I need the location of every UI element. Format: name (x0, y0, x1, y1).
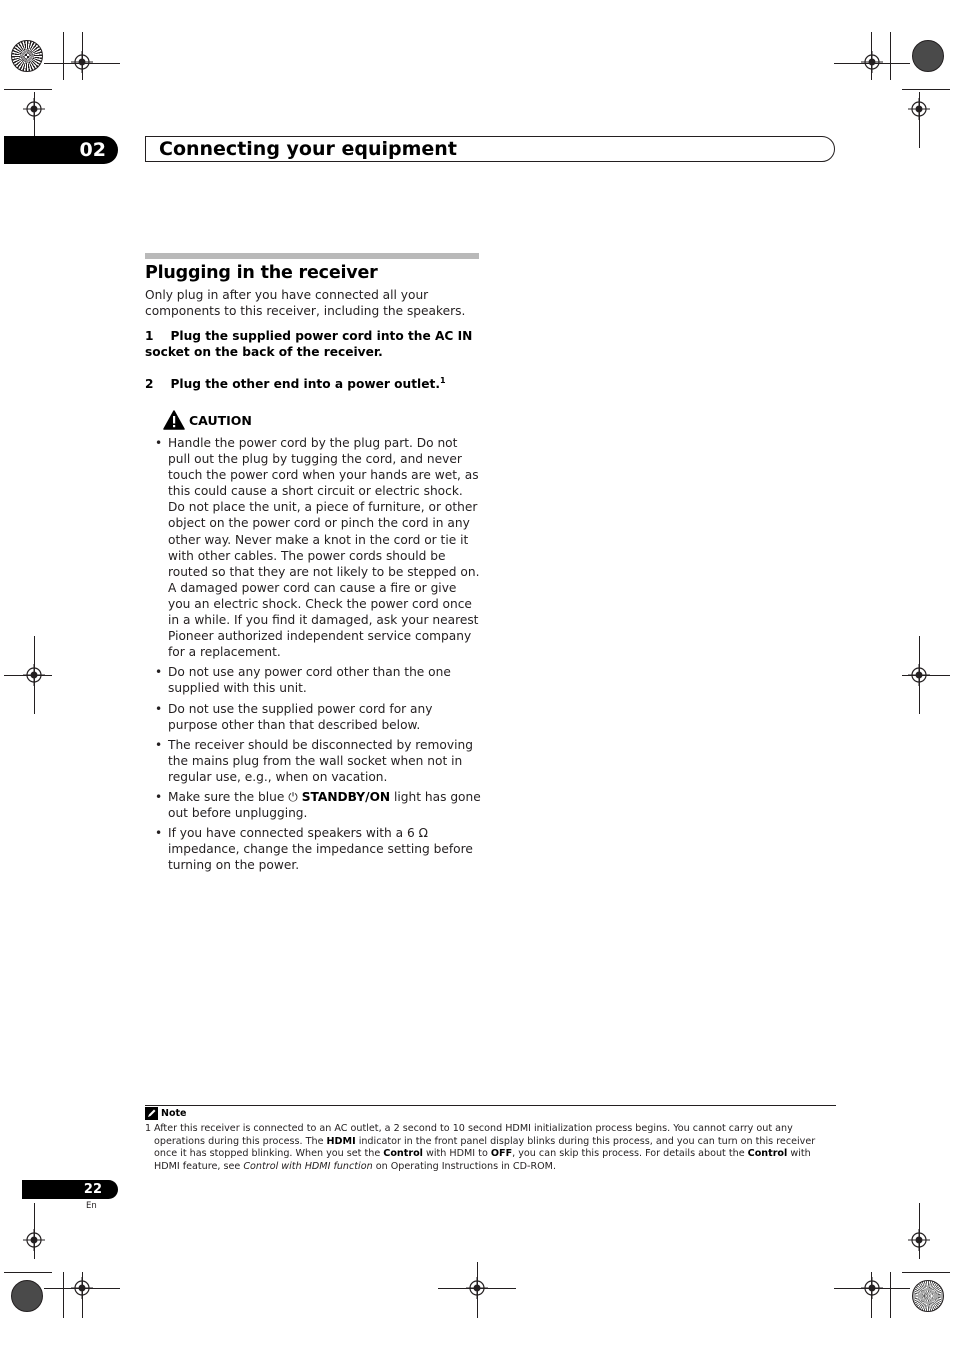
bullet-text: Handle the power cord by the plug part. Do not pull out the plug by tugging the cord, and never touch the power cord when your hands are wet, as this could cause a short circuit or electric shock. Do not place the unit, a piece of furniture, or other object on the power cord or pinch the cord in any other way. Never make a knot in the cord or tie it with other cables. The power cords should be routed so that they are not likely to be stepped on. A damaged power cord can cause a fire or give you an electric shock. Check the power cord once in a while. If you find it damaged, ask your nearest Pioneer authorized independent service company for a replacement. (168, 436, 480, 660)
list-item: • The receiver should be disconnected by removing the mains plug from the wall socket when not in regular use, e.g., when on vacation. (155, 737, 473, 784)
crop-line (34, 92, 35, 136)
note-label: Note (161, 1108, 187, 1119)
crop-line (919, 1203, 920, 1259)
bullet-text: light has gone out before unplugging. (168, 789, 481, 821)
list-item: • If you have connected speakers with a 6 Ω impedance, change the impedance setting before turning on the power. (155, 826, 473, 873)
step-number: 1 (145, 329, 154, 343)
chapter-number-tab: 02 (4, 136, 118, 164)
crop-line (4, 89, 52, 90)
footnote-text: with HDMI to (422, 1148, 491, 1160)
footnote-text: After this receiver is connected to an AC outlet, a 2 second to 10 second HDMI initialization process begins. You cannot carry out any operations during this process. The (154, 1123, 793, 1147)
crop-line (890, 32, 891, 80)
note-pencil-icon (145, 1107, 158, 1120)
caution-label: CAUTION (189, 412, 252, 428)
footnote-bold: Control (383, 1148, 423, 1160)
crop-line (902, 1272, 950, 1273)
crop-line (902, 675, 950, 676)
step-number: 2 (145, 377, 154, 392)
bullet-text: Make sure the blue (168, 789, 289, 804)
section-rule (145, 253, 479, 259)
crop-line (890, 1272, 891, 1318)
bullet-text: If you have connected speakers with a 6 Ω impedance, change the impedance setting before turning on the power. (168, 826, 473, 873)
crop-line (902, 89, 950, 90)
crop-line (4, 675, 52, 676)
crop-line (63, 1272, 64, 1318)
crop-line (919, 92, 920, 148)
registration-target-bottom-left (11, 1280, 43, 1312)
caution-list (153, 435, 481, 877)
crop-line (63, 32, 64, 80)
footnote-text: on Operating Instructions in CD-ROM. (372, 1160, 557, 1172)
footnote-italic: Control with HDMI function (243, 1160, 373, 1172)
note-divider (145, 1105, 836, 1106)
footnote-bold: OFF (490, 1148, 513, 1160)
crosshair-mark-icon (71, 51, 93, 73)
crosshair-mark-icon (861, 1277, 883, 1299)
footnote-text: , you can skip this process. For details about the (512, 1148, 748, 1160)
list-item: • Make sure the blue ⏻ STANDBY/ON light has gone out before unplugging. (155, 789, 481, 821)
crop-line (34, 1203, 35, 1259)
registration-target-bottom-right (912, 1280, 944, 1312)
bullet-text: Do not use the supplied power cord for any purpose other than that described below. (168, 701, 433, 732)
standby-on-label: STANDBY/ON (301, 789, 391, 804)
footnote-number: 1 (145, 1123, 152, 1134)
list-item: • Do not use any power cord other than the one supplied with this unit. (155, 665, 451, 696)
section-intro: Only plug in after you have connected all your components to this receiver, including the speakers. (145, 288, 466, 318)
section-heading: Plugging in the receiver (145, 263, 378, 283)
list-item: • Do not use the supplied power cord for any purpose other than that described below. (155, 701, 433, 732)
crosshair-mark-icon (71, 1277, 93, 1299)
bullet-text: Do not use any power cord other than the one supplied with this unit. (168, 665, 451, 696)
footnote-bold: HDMI (326, 1135, 356, 1147)
step-text: Plug the other end into a power outlet. (170, 377, 440, 392)
list-item: • Handle the power cord by the plug part. Do not pull out the plug by tugging the cord, and never touch the power cord when your hands are wet, as this could cause a short circuit or electric shock. Do not place the unit, a piece of furniture, or other object on the power cord or pinch the cord in any other way. Never make a knot in the cord or tie it with other cables. The power cords should be routed so that they are not likely to be stepped on. A damaged power cord can cause a fire or give you an electric shock. Check the power cord once in a while. If you find it damaged, ask your nearest Pioneer authorized independent service company for a replacement. (155, 436, 480, 660)
footnote-body (145, 1123, 837, 1173)
power-symbol-icon: ⏻ (288, 789, 298, 804)
crop-line (438, 1288, 516, 1289)
footnote-text: indicator in the front panel display blinks during this process, and you can turn on this receiver once it has stopped blinking. When you set the (154, 1135, 816, 1160)
bullet-text: The receiver should be disconnected by removing the mains plug from the wall socket when not in regular use, e.g., when on vacation. (168, 737, 473, 784)
registration-target-top-left (11, 40, 43, 72)
footnote-bold: Control (747, 1148, 788, 1160)
language-code: En (86, 1201, 97, 1211)
footnote-reference: 1 (439, 376, 446, 385)
step-text: Plug the supplied power cord into the AC IN socket on the back of the receiver. (145, 329, 473, 359)
crop-line (4, 1272, 52, 1273)
footnote-text: with HDMI feature, see (154, 1148, 811, 1172)
registration-target-top-right (912, 40, 944, 72)
crop-line (477, 1262, 478, 1318)
warning-triangle-icon (163, 410, 185, 430)
footnote-1 (145, 1123, 837, 1173)
step-1 (145, 328, 479, 360)
crosshair-mark-icon (861, 51, 883, 73)
caution-heading (163, 408, 252, 432)
page-number: 22 (22, 1180, 118, 1199)
chapter-title: Connecting your equipment (145, 136, 835, 162)
note-heading (145, 1107, 186, 1120)
step-2 (145, 373, 479, 392)
